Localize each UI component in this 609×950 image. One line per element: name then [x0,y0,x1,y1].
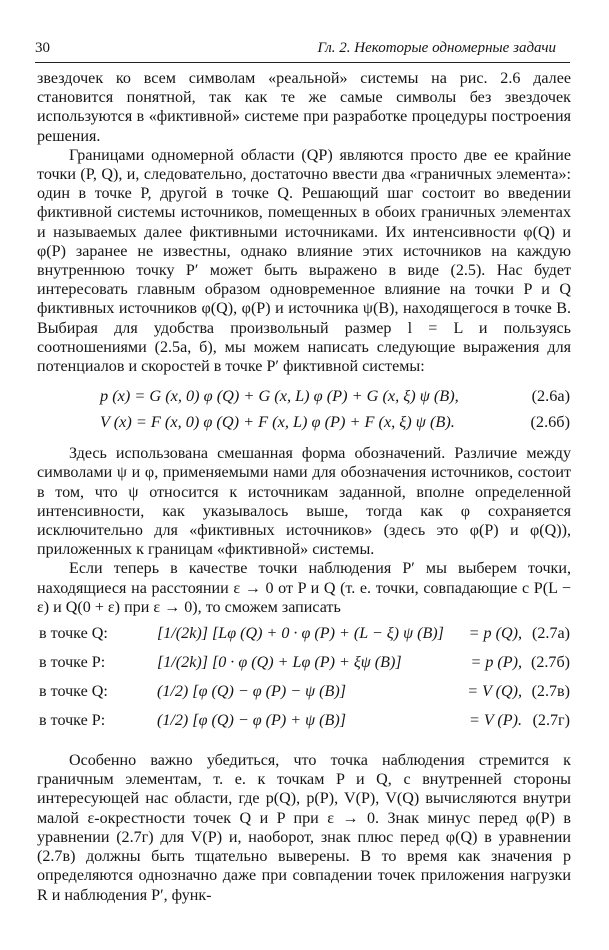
equation-rhs: = V (P). [468,712,522,730]
chapter-title: Гл. 2. Некоторые одномерные задачи [317,40,556,56]
paragraph-4: Если теперь в качестве точки наблюдения P′ мы выберем точки, находящиеся на расстоянии ε → 0 от P и Q (т. е. точки, совпадающие с P(L − ε) и Q(0 + ε) при ε → 0), то сможем записать [37,560,571,616]
equation-expression: [1/(2k)] [0 · φ (Q) + Lφ (P) + ξψ (B)] [157,654,402,672]
equation-number: (2.7в) [531,683,570,701]
equation-2-7v [37,679,571,708]
paragraph-3: Здесь использована смешанная форма обозначений. Различие между символами ψ и φ, применяемыми нами для обозначения источников, состоит в том, что ψ относится к источникам заданной, вполне определенной интенсивности, как указывалось выше, тогда как φ сохраняется исключительно для «фиктивных источников» (здесь это φ(P) и φ(Q)), приложенных к границам «фиктивной» системы. [37,445,571,559]
equation-point-label: в точке Q: [39,625,108,643]
equation-number: (2.7б) [530,654,570,672]
equation-2-6a [37,384,571,410]
equation-2-7a [37,621,571,650]
equation-block-2-7 [37,621,571,737]
equation-rhs: = p (Q), [468,625,522,643]
equation-number: (2.6б) [530,412,570,432]
paragraph-2: Границами одномерной области (QP) являются просто две ее крайние точки (P, Q), и, следовательно, достаточно ввести два «граничных элемента»: один в точке P, другой в точке Q. Решающий шаг состоит во введении фиктивной системы источников, помещенных в обоих граничных элементах и называемых далее фиктивными источниками. Их интенсивности φ(Q) и φ(P) заранее не известны, однако влияние этих источников на каждую внутреннюю точку P′ может быть выражено в виде (2.5). Нас будет интересовать главным образом одновременное влияние на точки P и Q фиктивных источников φ(Q), φ(P) и источника ψ(B), находящегося в точке B. Выбирая для удобства произвольный размер l = L и пользуясь соотношениями (2.5а, б), мы можем написать следующие выражения для потенциалов и скоростей в точке P′ фиктивной системы: [37,146,571,376]
equation-block-2-6 [37,384,571,436]
equation-expression: p (x) = G (x, 0) φ (Q) + G (x, L) φ (P) + G (x, ξ) ψ (B), [100,386,459,406]
equation-point-label: в точке P: [39,654,106,672]
equation-rhs: = p (P), [470,654,522,672]
equation-number: (2.6а) [531,386,570,406]
equation-expression: [1/(2k)] [Lφ (Q) + 0 · φ (P) + (L − ξ) ψ (B)] [157,625,444,643]
equation-2-7b [37,650,571,679]
running-header [35,40,570,63]
equation-rhs: = V (Q), [467,683,522,701]
equation-point-label: в точке Q: [39,683,108,701]
equation-2-6b [37,410,571,436]
paragraph-1: звездочек ко всем символам «реальной» системы на рис. 2.6 далее становится понятной, так как те же самые символы без звездочек используются в «фиктивной» системе при разработке процедуры построения решения. [37,70,571,145]
equation-point-label: в точке P: [39,712,106,730]
equation-number: (2.7а) [532,625,570,643]
equation-number: (2.7г) [532,712,570,730]
equation-expression: (1/2) [φ (Q) − φ (P) − ψ (B)] [157,683,346,701]
paragraph-5: Особенно важно убедиться, что точка наблюдения стремится к граничным элементам, т. е. к точкам P и Q, с внутренней стороны интересующей нас области, где p(Q), p(P), V(P), V(Q) вычисляются внутри малой ε-окрестности точек Q и P при ε → 0. Знак минус перед φ(P) в уравнении (2.7г) для V(P) и, наоборот, знак плюс перед φ(Q) в уравнении (2.7в) должны быть тщательно выверены. В то время как значения p определяются однозначно даже при совпадении точек приложения нагрузки R и наблюдения P′, функ- [37,752,571,904]
equation-expression: V (x) = F (x, 0) φ (Q) + F (x, L) φ (P) + F (x, ξ) ψ (B). [100,412,455,432]
page-body [37,69,571,905]
page-number: 30 [35,40,50,56]
equation-expression: (1/2) [φ (Q) − φ (P) + ψ (B)] [157,712,346,730]
equation-2-7g [37,708,571,737]
